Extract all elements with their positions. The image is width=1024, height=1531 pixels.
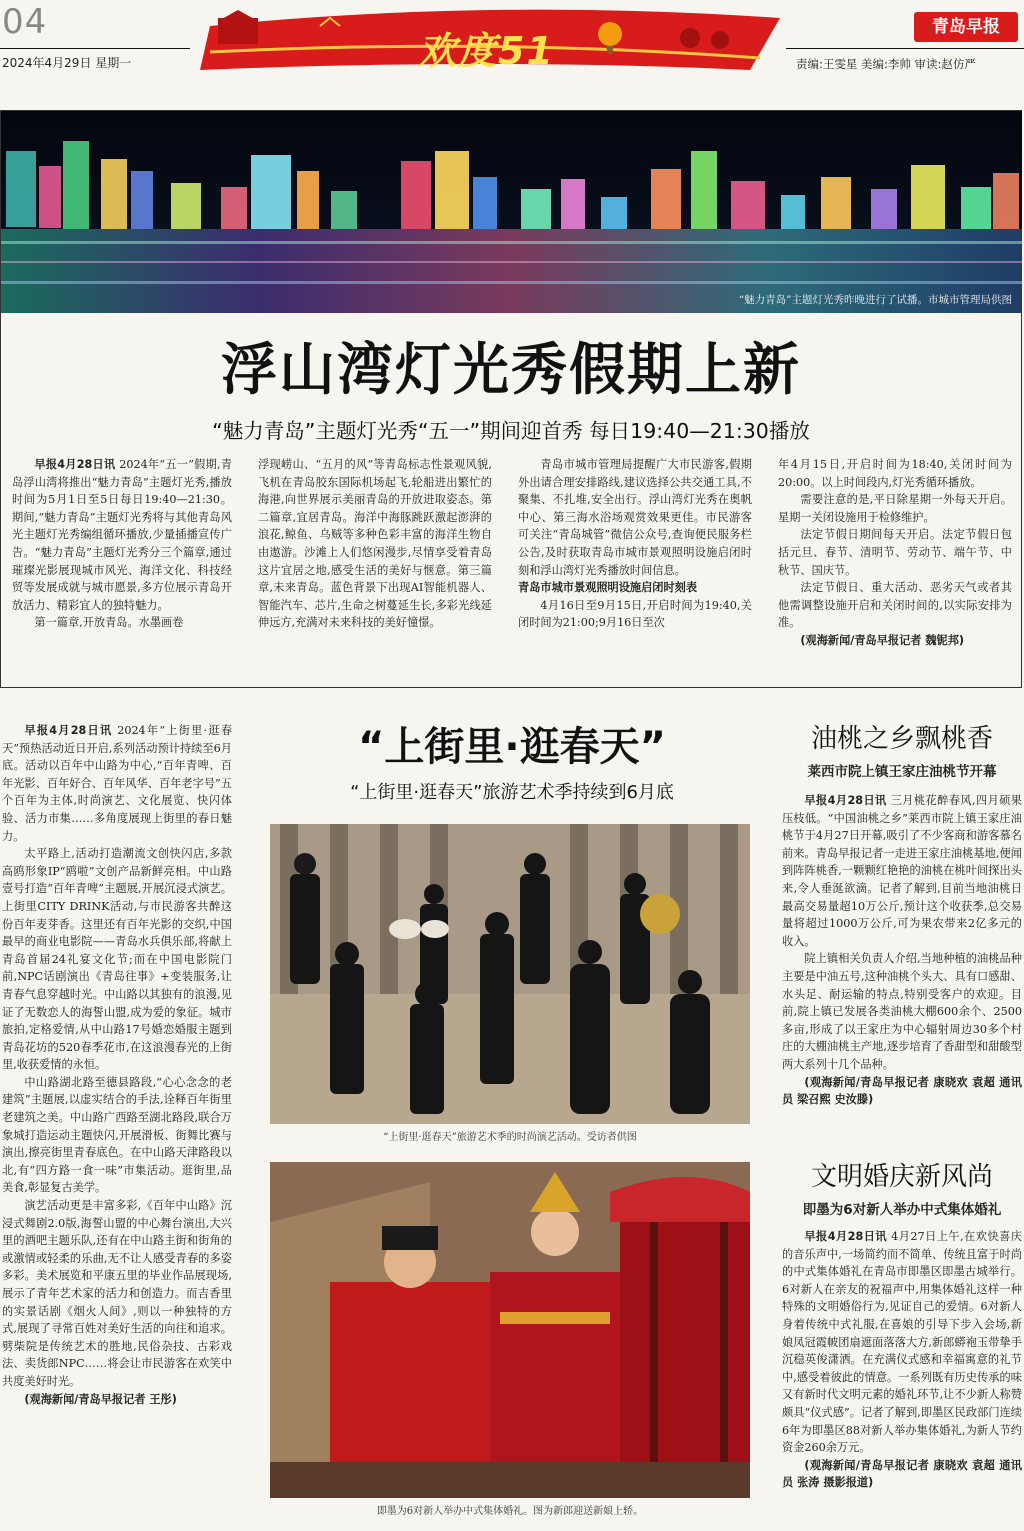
lead-col-4-text-3: 法定节假日期间每天开启。法定节假日包括元旦、春节、清明节、劳动节、端午节、中秋节、国庆节。 [778,528,1012,577]
peach-credit: (观海新闻/青岛早报记者 康晓欢 袁超 通讯员 梁召熙 史汝滕) [782,1075,1022,1107]
lead-subhead: “魅力青岛”主题灯光秀“五一”期间迎首秀 每日19:40—21:30播放 [212,419,810,443]
lead-col-4-text-1: 年4月15日,开启时间为18:40,关闭时间为20:00。以上时间段内,灯光秀循环播放。 [778,458,1012,489]
lightshow-skyline-image [1,111,1022,313]
left-story-p3: 中山路湖北路至德县路段,“心心念念的老建筑”主题展,以虚实结合的手法,诠释百年街里老建筑之美。中山路广西路至湖北路段,联合万象城打造运动主题快闪,开展滑板、街舞比赛与演出,擦亮街里青春底色。在中山路天津路段以北,有“四方路一食一味”市集活动。逛街里,品美食,彰显复古美学。 [2,1075,232,1195]
left-story-credit: (观海新闻/青岛早报记者 王彤) [24,1392,177,1406]
peach-p1: 三月桃花醉春风,四月硕果压枝低。“中国油桃之乡”莱西市院上镇王家庄油桃节于4月27日开幕,吸引了不少客商和游客慕名前来。青岛早报记者一走进王家庄油桃基地,便闻到阵阵桃香,一颗颗红艳艳的油桃在桃叶间探出头来,令人垂涎欲滴。记者了解到,目前当地油桃日最高交易量超10万公斤,预计这个收获季,总交易量将超过1000万公斤,可为果农带来2亿多元的收入。 [782,794,1022,948]
peach-headline: 油桃之乡飘桃香 [810,724,993,754]
performance-photo [270,824,750,1124]
lightshow-photo [1,111,1022,313]
editor-credits: 责编:王雯星 美编:李帅 审读:赵仿严 [796,57,976,71]
lightshow-photo-caption: “魅力青岛”主题灯光秀昨晚进行了试播。市城市管理局供图 [738,294,1012,306]
peach-body [782,792,1022,1146]
issue-date: 2024年4月29日 星期一 [2,56,132,70]
center-headline: “上街里·逛春天” [358,724,666,770]
wedding-photo-caption: 即墨为6对新人举办中式集体婚礼。图为新郎迎送新娘上轿。 [376,1506,644,1517]
lead-col-3-text: 青岛市城市管理局提醒广大市民游客,假期外出请合理安排路线,建议选择公共交通工具,不聚集、不扎堆,安全出行。浮山湾灯光秀在奥帆中心、第三海水浴场观赏效果更佳。市民游客可关注“青岛城管”微信公众号,查询便民服务栏公告,及时获取青岛市城市景观照明设施启闭时刻和浮山湾灯光秀播放时间信息。 [518,458,752,577]
peach-subhead: 莱西市院上镇王家庄油桃节开幕 [807,764,997,780]
wedding-body [782,1228,1022,1528]
wedding-subhead: 即墨为6对新人举办中式集体婚礼 [802,1202,1002,1218]
wedding-headline: 文明婚庆新风尚 [810,1162,993,1192]
left-story-p4: 演艺活动更是丰富多彩,《百年中山路》沉浸式舞剧2.0版,海誓山盟的中心舞台演出,大兴里的酒吧主题乐队,还有在中山路主街和街角的或激情或轻柔的乐曲,无不让人感受青春的多姿多彩。美术展览和平康五里的毕业作品展现场,展示了青年艺术家的活力和创造力。而吉香里的实景话剧《烟火人间》,则以一种独特的方式,展现了寻常百姓对美好生活的向往和追求。劈柴院是传统艺术的胜地,民俗杂技、古彩戏法、卖货郎NPC……将会让市民游客在欢笑中共度美好时光。 [2,1199,232,1388]
lead-credit: (观海新闻/青岛早报记者 魏铌邦) [800,633,965,647]
lead-col-1-dateline: 早报4月28日讯 [34,458,116,471]
peach-p2: 院上镇相关负责人介绍,当地种植的油桃品种主要是中油五号,这种油桃个头大、具有口感甜、水头足、耐运输的特点,特别受客户的欢迎。目前,院上镇已发展各类油桃大棚600余个、2500多亩,形成了以王家庄为中心辐射周边30多个村庄的大棚油桃主产地,逐步培育了香甜型和甜酸型两大系列十几个品种。 [782,952,1022,1071]
left-story-p1: 2024年“上街里·逛春天”预热活动近日开启,系列活动预计持续至6月底。活动以百年中山路为中心,“百年青啤、百年光影、百年好合、百年风华、百年老字号”五个百年为主体,时尚演艺、文化展览、快闪体验、活力市集……多角度展现上街里的春日魅力。 [2,724,232,843]
wedding-credit: (观海新闻/青岛早报记者 康晓欢 袁超 通讯员 张涛 摄影报道) [782,1458,1022,1490]
lead-col-4-text-4: 法定节假日、重大活动、恶劣天气或者其他需调整设施开启和关闭时间的,以实际安排为准。 [778,581,1012,630]
lead-col-1 [12,456,232,678]
banner-title: 欢度51 [418,29,555,73]
center-subhead: “上街里·逛春天”旅游艺术季持续到6月底 [350,782,674,803]
lead-col-4-text-2: 需要注意的是,平日除星期一外每天开启。星期一关闭设施用于检修维护。 [778,493,1012,524]
header-divider-right [786,48,1024,49]
brand-logo [914,12,1018,42]
lighting-schedule-text: 4月16日至9月15日,开启时间为19:40,关闭时间为21:00;9月16日至次 [518,598,752,630]
left-story-dateline: 早报4月28日讯 [24,724,113,737]
lead-headline: 浮山湾灯光秀假期上新 [221,338,801,403]
brand-logo-text: 青岛早报 [932,17,1000,37]
lead-col-2 [258,456,492,678]
holiday-banner [190,8,786,74]
performance-photo-caption: “上街里·逛春天”旅游艺术季的时尚演艺活动。受访者供图 [383,1132,637,1143]
left-story-body [2,722,232,1530]
lead-col-1-text-2: 第一篇章,开放青岛。水墨画卷 [34,616,184,630]
wedding-photo [270,1162,750,1498]
lead-col-4 [778,456,1012,678]
wedding-image [270,1162,750,1498]
lead-col-1-text: 2024年“五一”假期,青岛浮山湾将推出“魅力青岛”主题灯光秀,播放时间为5月1日至5日每日19:40—21:30。期间,“魅力青岛”主题灯光秀将与其他青岛风光主题灯光秀编组循环播放,少量插播宣传广告。“魅力青岛”主题灯光秀分三个篇章,通过璀璨光影展现城市风光、海洋文化、科技经贸等发展成就与城市愿景,多方位展示青岛开放活力、精彩宜人的独特魅力。 [12,458,232,612]
left-story-p2: 太平路上,活动打造潮流文创快闪店,多款高鸥形象IP“鸥啦”文创产品新鲜亮相。中山路壹号打造“百年青啤”主题展,开展沉浸式演艺。上街里CITY DRINK活动,与市民游客共醉这份百年麦芽香。这里还有百年光影的交织,中国最早的商业电影院——青岛水兵俱乐部,将献上青岛首届24礼宴文化节;而在中国电影院门前,NPC话剧演出《青岛往事》+变装服务,让青春气息穿越时光。中山路以其独有的浪漫,见证了无数恋人的海誓山盟,成为爱的象征。城市旅拍,定格爱情,从中山路17号婚恋婚服主题到青岛花坊的520春季花市,在这浪漫春光的上街里,收获爱情的永恒。 [2,847,232,1072]
page-number: 04 [2,2,48,42]
wedding-dateline: 早报4月28日讯 [804,1230,888,1243]
peach-dateline: 早报4月28日讯 [804,794,887,807]
performance-image [270,824,750,1124]
wedding-p1: 4月27日上午,在欢快喜庆的音乐声中,一场简约而不简单、传统且富于时尚的中式集体婚礼在青岛市即墨区即墨古城举行。6对新人在亲友的祝福声中,用集体婚礼这样一种特殊的文明婚俗行为,见证自己的爱情。6对新人身着传统中式礼服,在喜娘的引导下步入会场,新娘凤冠霞帔团扇遮面落落大方,新郎蟒袍玉带挚手沉稳英俊潇洒。在充满仪式感和幸福寓意的礼节中,感受着彼此的情意。一系列既有历史传承的味又有新时代文明元素的婚礼环节,让不少新人称赞颇具“仪式感”。记者了解到,即墨区民政部门连续6年为即墨区88对新人举办集体婚礼,为新人节约资金260余万元。 [782,1230,1022,1455]
header-divider [0,48,190,49]
lighting-schedule-title: 青岛市城市景观照明设施启闭时刻表 [518,581,698,595]
lead-col-2-text: 浮现崂山、“五月的风”等青岛标志性景观风貌,飞机在青岛胶东国际机场起飞,轮船进出繁忙的海港,向世界展示美丽青岛的开放进取姿态。第二篇章,宜居青岛。海洋中海豚跳跃激起澎湃的浪花,鲸鱼、乌贼等多种色彩丰富的海洋生物自由遨游。沙滩上人们悠闲漫步,尽情享受着青岛这片宜居之地,感受生活的美好与惬意。第三篇章,未来青岛。蓝色背景下出现AI智能机器人、智能汽车、芯片,生命之树蔓延生长,多彩光线延伸远方,充满对未来科技的美好憧憬。 [258,458,492,630]
lead-col-3 [518,456,752,678]
